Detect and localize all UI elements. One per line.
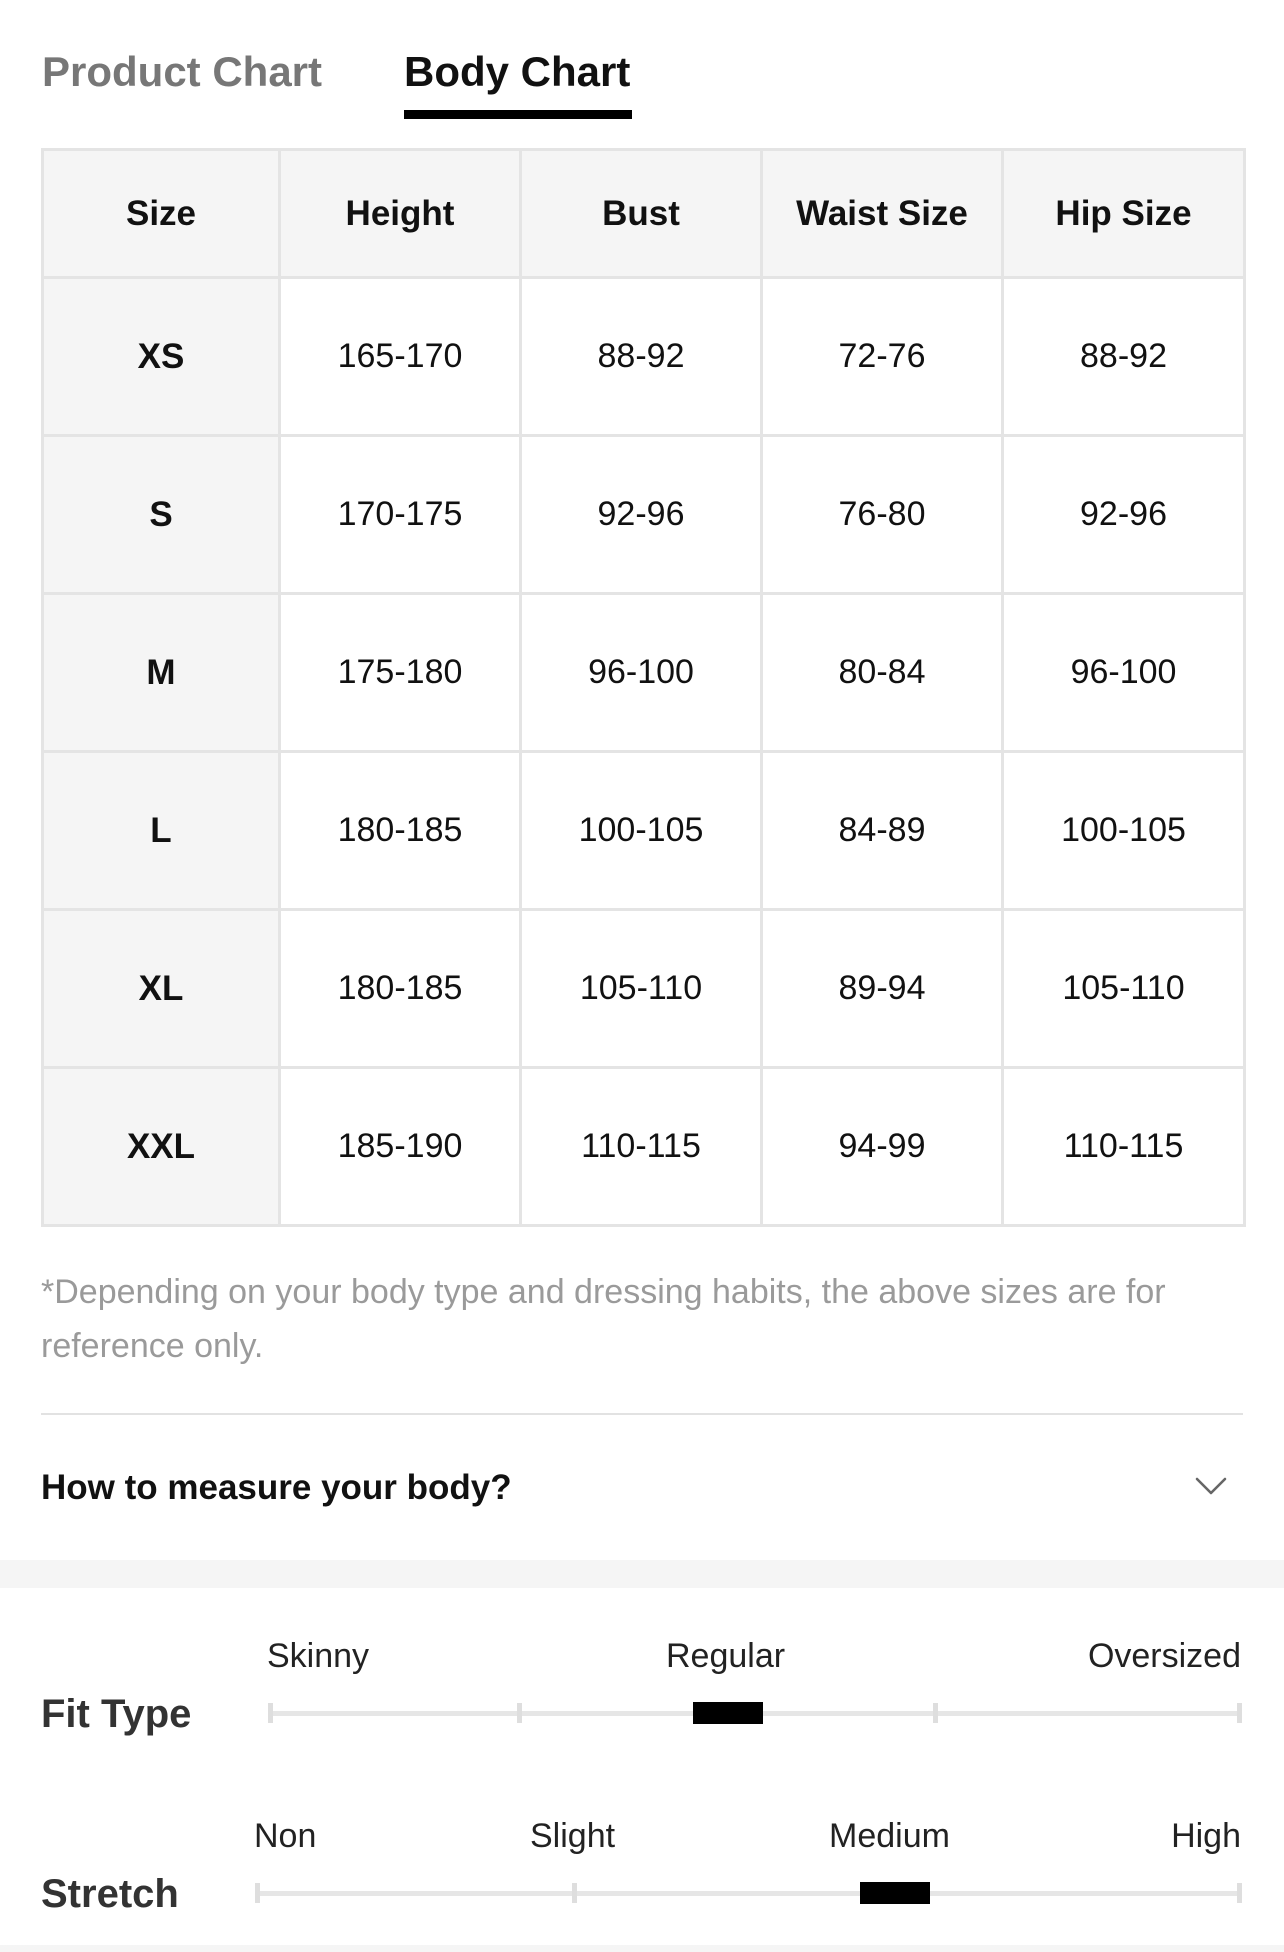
table-cell-height: 180-185 — [280, 752, 521, 910]
table-cell-hip: 105-110 — [1003, 910, 1245, 1068]
column-header-size: Size — [43, 150, 280, 278]
column-header-height: Height — [280, 150, 521, 278]
table-cell-waist: 80-84 — [762, 594, 1003, 752]
table-cell-bust: 92-96 — [521, 436, 762, 594]
table-row — [43, 752, 1245, 910]
table-cell-hip: 110-115 — [1003, 1068, 1245, 1226]
table-cell-bust: 110-115 — [521, 1068, 762, 1226]
fit-type-label: Fit Type — [41, 1692, 192, 1736]
size-disclaimer: *Depending on your body type and dressing habits, the above sizes are for reference only. — [41, 1273, 1166, 1365]
chevron-down-icon[interactable] — [1193, 1468, 1229, 1504]
table-cell-size: XS — [43, 278, 280, 436]
fit-tick — [1237, 1703, 1242, 1723]
table-cell-waist: 89-94 — [762, 910, 1003, 1068]
size-table — [41, 148, 1246, 1227]
stretch-scale-high: High — [1171, 1817, 1241, 1855]
stretch-marker — [860, 1882, 930, 1904]
column-header-bust: Bust — [521, 150, 762, 278]
table-cell-size: S — [43, 436, 280, 594]
table-row — [43, 1068, 1245, 1226]
table-cell-hip: 92-96 — [1003, 436, 1245, 594]
table-cell-size: XXL — [43, 1068, 280, 1226]
tab-body-chart[interactable]: Body Chart — [404, 48, 631, 95]
bottom-separator — [0, 1945, 1284, 1952]
table-row — [43, 436, 1245, 594]
stretch-tick — [1237, 1883, 1242, 1903]
table-cell-bust: 105-110 — [521, 910, 762, 1068]
table-cell-waist: 84-89 — [762, 752, 1003, 910]
table-cell-hip: 88-92 — [1003, 278, 1245, 436]
stretch-scale-medium: Medium — [829, 1817, 950, 1855]
table-cell-size: M — [43, 594, 280, 752]
table-cell-height: 170-175 — [280, 436, 521, 594]
table-cell-bust: 96-100 — [521, 594, 762, 752]
column-header-waist-size: Waist Size — [762, 150, 1003, 278]
table-cell-waist: 76-80 — [762, 436, 1003, 594]
table-cell-height: 165-170 — [280, 278, 521, 436]
stretch-tick — [572, 1883, 577, 1903]
column-header-hip-size: Hip Size — [1003, 150, 1245, 278]
table-header-row — [43, 150, 1245, 278]
fit-tick — [268, 1703, 273, 1723]
table-row — [43, 594, 1245, 752]
fit-scale-oversized: Oversized — [1087, 1637, 1241, 1675]
table-cell-size: XL — [43, 910, 280, 1068]
stretch-tick — [255, 1883, 260, 1903]
table-cell-height: 180-185 — [280, 910, 521, 1068]
stretch-scale-slight: Slight — [530, 1817, 616, 1855]
divider — [41, 1413, 1243, 1415]
stretch-label: Stretch — [41, 1872, 179, 1916]
table-row — [43, 910, 1245, 1068]
fit-scale-regular: Regular — [666, 1637, 786, 1675]
table-cell-size: L — [43, 752, 280, 910]
table-cell-height: 175-180 — [280, 594, 521, 752]
tab-product-chart[interactable]: Product Chart — [42, 48, 323, 95]
table-cell-waist: 94-99 — [762, 1068, 1003, 1226]
table-cell-hip: 100-105 — [1003, 752, 1245, 910]
active-tab-indicator — [404, 110, 632, 119]
table-cell-bust: 88-92 — [521, 278, 762, 436]
table-cell-hip: 96-100 — [1003, 594, 1245, 752]
table-cell-height: 185-190 — [280, 1068, 521, 1226]
table-cell-waist: 72-76 — [762, 278, 1003, 436]
fit-scale-skinny: Skinny — [267, 1637, 370, 1675]
table-row — [43, 278, 1245, 436]
fit-type-marker — [693, 1702, 763, 1724]
measure-guide-accordion[interactable] — [41, 1440, 1243, 1536]
section-separator — [0, 1560, 1284, 1588]
accordion-label: How to measure your body? — [41, 1468, 512, 1507]
stretch-track — [255, 1891, 1242, 1896]
fit-tick — [517, 1703, 522, 1723]
fit-tick — [933, 1703, 938, 1723]
stretch-scale-non: Non — [254, 1817, 317, 1855]
table-cell-bust: 100-105 — [521, 752, 762, 910]
